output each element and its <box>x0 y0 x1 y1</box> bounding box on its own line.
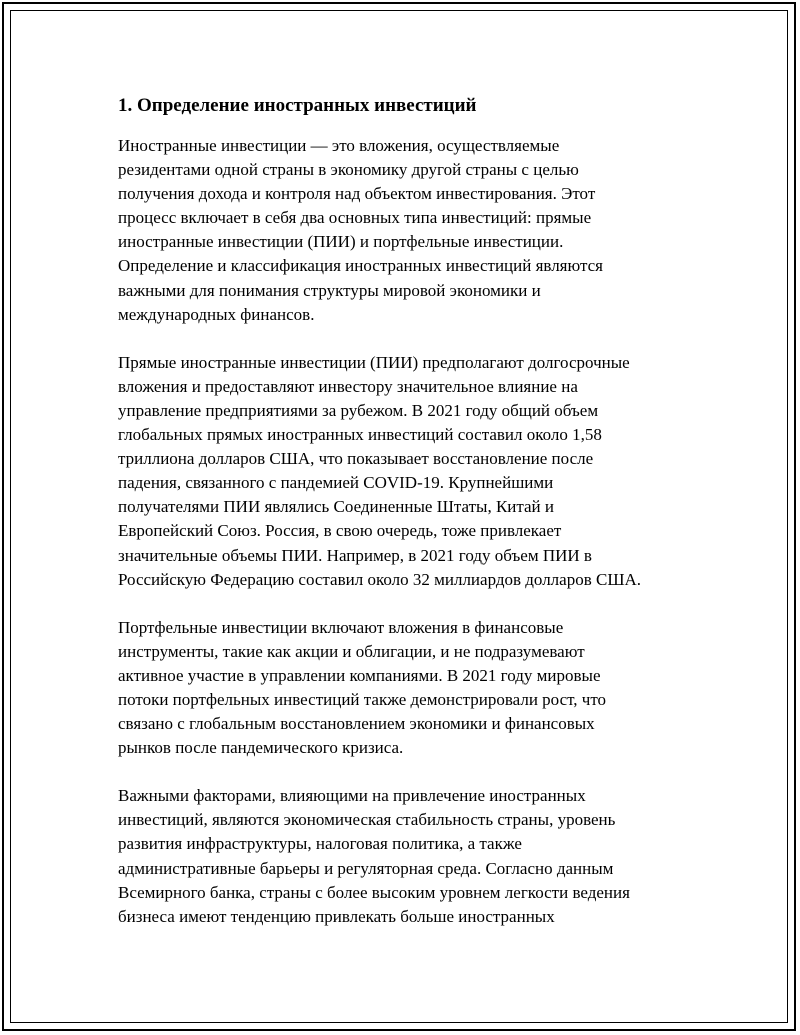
text-line: рынков после пандемического кризиса. <box>118 738 404 758</box>
text-line: глобальных прямых иностранных инвестиций составил около 1,58 <box>118 425 602 445</box>
text-line: получения дохода и контроля над объектом инвестирования. Этот <box>118 184 596 204</box>
text-line: Европейский Союз. Россия, в свою очередь, тоже привлекает <box>118 521 562 541</box>
text-line: вложения и предоставляют инвестору значительное влияние на <box>118 376 578 396</box>
paragraph-portfolio <box>118 616 698 761</box>
text-line: бизнеса имеют тенденцию привлекать больше иностранных <box>118 906 555 926</box>
text-line: важными для понимания структуры мировой экономики и <box>118 280 541 300</box>
text-line: Определение и классификация иностранных инвестиций являются <box>118 256 603 276</box>
paragraph-fdi <box>118 351 698 592</box>
document-body <box>118 94 698 953</box>
text-line: Важными факторами, влияющими на привлечение иностранных <box>118 786 586 806</box>
text-line: падения, связанного с пандемией COVID-19. Крупнейшими <box>118 473 554 493</box>
text-line: инструменты, такие как акции и облигации, и не подразумевают <box>118 641 585 661</box>
text-line: Иностранные инвестиции — это вложения, осуществляемые <box>118 136 560 155</box>
text-line: активное участие в управлении компаниями. В 2021 году мировые <box>118 665 601 685</box>
section-heading: 1. Определение иностранных инвестиций <box>118 95 477 116</box>
text-line: Прямые иностранные инвестиции (ПИИ) предполагают долгосрочные <box>118 352 630 372</box>
text-line: международных финансов. <box>118 304 315 324</box>
text-line: Портфельные инвестиции включают вложения в финансовые <box>118 617 564 637</box>
text-line: процесс включает в себя два основных типа инвестиций: прямые <box>118 208 592 228</box>
text-line: развития инфраструктуры, налоговая политика, а также <box>118 834 522 854</box>
paragraph-factors <box>118 784 698 929</box>
text-line: резидентами одной страны в экономику другой страны с целью <box>118 160 579 180</box>
text-line: управление предприятиями за рубежом. В 2021 году общий объем <box>118 400 599 420</box>
text-line: Всемирного банка, страны с более высоким уровнем легкости ведения <box>118 882 630 902</box>
text-line: получателями ПИИ являлись Соединенные Штаты, Китай и <box>118 497 555 517</box>
paragraph-definition <box>118 134 698 327</box>
text-line: Российскую Федерацию составил около 32 миллиардов долларов США. <box>118 569 641 589</box>
text-line: инвестиций, являются экономическая стабильность страны, уровень <box>118 810 616 830</box>
text-line: иностранные инвестиции (ПИИ) и портфельные инвестиции. <box>118 232 564 252</box>
text-line: потоки портфельных инвестиций также демонстрировали рост, что <box>118 689 607 709</box>
text-line: связано с глобальным восстановлением экономики и финансовых <box>118 714 595 734</box>
text-line: значительные объемы ПИИ. Например, в 2021 году объем ПИИ в <box>118 545 592 565</box>
text-line: триллиона долларов США, что показывает восстановление после <box>118 449 594 469</box>
text-line: административные барьеры и регуляторная среда. Согласно данным <box>118 858 614 878</box>
